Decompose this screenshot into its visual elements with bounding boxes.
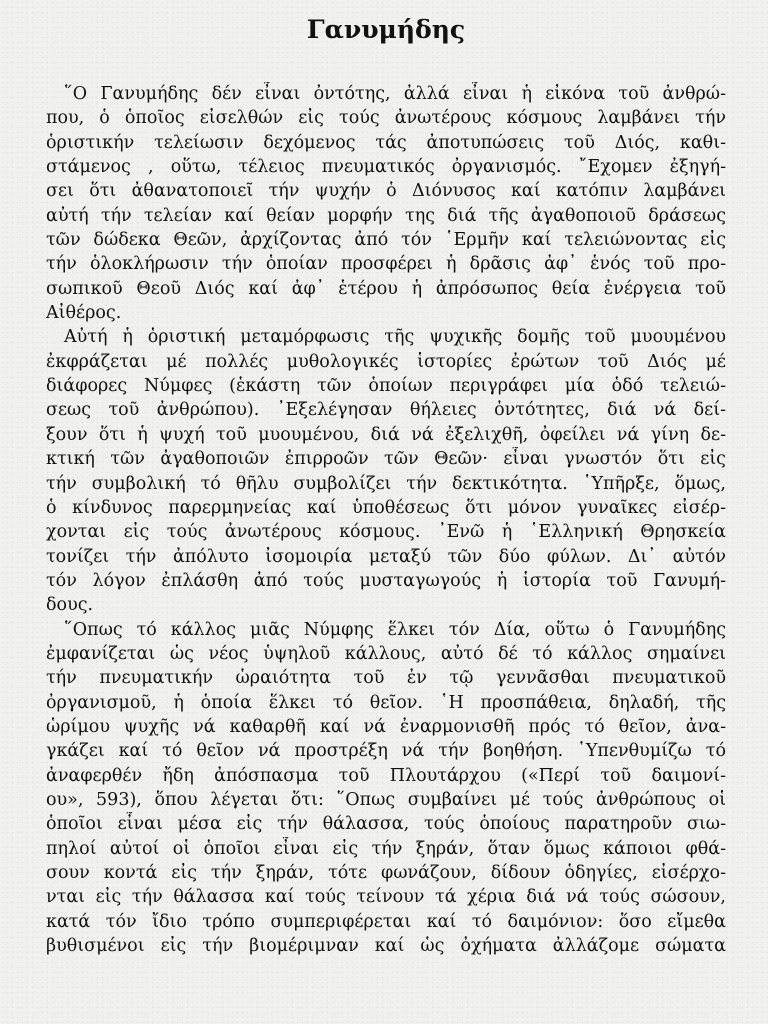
text-line: ὁ κίνδυνος παρερμηνείας καί ὑποθέσεως ὅτι μόνον γυναῖκες εἰσέρ- [46,497,726,518]
text-line: Αἰθέρος. [46,303,122,324]
text-line: ἐμφανίζεται ὡς νέος ὑψηλοῦ κάλλους, αὐτό δέ τό κάλλος σημαίνει [46,643,726,664]
text-line: σωπικοῦ Θεοῦ Διός καί ἀφ᾿ ἑτέρου ἡ ἀπρόσωπος θεία ἐνέργεια τοῦ [46,278,726,299]
text-line: κατά τόν ἴδιο τρόπο συμπεριφέρεται καί τό δαιμόνιον: ὅσο εἴμεθα [46,911,726,932]
body-text [46,82,726,958]
text-line: δους. [46,595,94,616]
text-line: ῞Ο Γανυμήδης δέν εἶναι ὀντότης, ἀλλά εἶναι ἡ εἰκόνα τοῦ ἀνθρώ- [64,84,726,104]
text-line: κτική τῶν ἀγαθοποιῶν ἐπιρροῶν τῶν Θεῶν· εἶναι γνωστόν ὅτι εἰς [46,449,726,470]
text-line: χονται εἰς τούς ἀνωτέρους κόσμους. ᾿Ενῶ ἡ ῾Ελληνική Θρησκεία [46,522,726,543]
text-line: ὁριστικήν τελείωσιν δεχόμενος τάς ἀποτυπώσεις τοῦ Διός, καθι- [46,132,726,153]
text-line: σει ὅτι ἀθανατοποιεῖ τήν ψυχήν ὁ Διόνυσος καί κατόπιν λαμβάνει [46,181,726,202]
text-line: ὁποῖοι εἶναι μέσα εἰς τήν θάλασσα, τούς ὁποίους παρατηροῦν σιω- [46,814,726,835]
text-line: σεως τοῦ ἀνθρώπου). ᾿Εξελέγησαν θήλειες ὀντότητες, διά νά δεί- [46,400,726,421]
text-line: αὐτή τήν τελείαν καί θείαν μορφήν της διά τῆς ἀγαθοποιοῦ δράσεως [46,205,726,226]
text-line: στάμενος , οὕτω, τέλειος πνευματικός ὀργανισμός. ῎Εχομεν ἐξηγή- [46,157,726,178]
text-line: ξουν ὅτι ἡ ψυχή τοῦ μυουμένου, διά νά ἐξελιχθῆ, ὀφείλει νά γίνη δε- [46,424,726,445]
text-line: ου», 593), ὅπου λέγεται ὅτι: ῞Οπως συμβαίνει μέ τούς ἀνθρώπους οἱ [46,789,726,810]
text-line: πηλοί αὐτοί οἱ ὁποῖοι εἶναι εἰς τήν ξηράν, ὅταν ὅμως κάποιοι φθά- [46,838,726,859]
text-line: νται εἰς τήν θάλασσα καί τούς τείνουν τά χέρια διά νά τούς σώσουν, [46,887,726,908]
text-line: που, ὁ ὁποῖος εἰσελθών εἰς τούς ἀνωτέρους κόσμους λαμβάνει τήν [46,108,726,129]
page-title: Γανυμήδης [306,15,466,44]
text-line: διάφορες Νύμφες (ἑκάστη τῶν ὁποίων περιγράφει μία ὁδό τελειώ- [46,376,726,397]
text-line: ἀναφερθέν ἤδη ἀπόσπασμα τοῦ Πλουτάρχου («Περί τοῦ δαιμονί- [46,765,726,786]
text-line: τήν συμβολική τό θῆλυ συμβολίζει τήν δεκτικότητα. ῾Υπῆρξε, ὅμως, [46,473,726,494]
text-line: Αὐτή ἡ ὁριστική μεταμόρφωσις τῆς ψυχικῆς δομῆς τοῦ μυουμένου [64,327,726,348]
text-line: ῞Οπως τό κάλλος μιᾶς Νύμφης ἕλκει τόν Δία, οὕτω ὁ Γανυμήδης [64,619,726,640]
text-line: τήν πνευματικήν ὡραιότητα τοῦ ἐν τῷ γεννᾶσθαι πνευματικοῦ [46,668,726,689]
text-line: γκάζει καί τό θεῖον νά προστρέξη νά τήν βοηθήση. ῾Υπενθυμίζω τό [46,741,726,762]
text-line: ὀργανισμοῦ, ἡ ὁποία ἕλκει τό θεῖον. ῾Η προσπάθεια, δηλαδή, τῆς [46,692,726,713]
text-line: βυθισμένοι εἰς τήν βιομέριμναν καί ὡς ὀχήματα ἀλλάζομε σώματα [46,936,726,957]
text-line: τῶν δώδεκα Θεῶν, ἀρχίζοντας ἀπό τόν ῾Ερμῆν καί τελειώνοντας εἰς [46,230,726,251]
text-line: τήν ὁλοκλήρωσιν τήν ὁποίαν προσφέρει ἡ δρᾶσις ἀφ᾿ ἑνός τοῦ προ- [46,254,726,275]
text-line: ὡρίμου ψυχῆς νά καθαρθῆ καί νά ἐναρμονισθῆ πρός τό θεῖον, ἀνα- [46,716,726,737]
text-line: ἐκφράζεται μέ πολλές μυθολογικές ἱστορίες ἐρώτων τοῦ Διός μέ [46,351,726,372]
text-line: τονίζει τήν ἀπόλυτο ἰσομοιρία μεταξύ τῶν δύο φύλων. Δι᾿ αὐτόν [46,546,726,567]
text-line: σουν κοντά εἰς τήν ξηράν, τότε φωνάζουν, δίδουν ὁδηγίες, εἰσέρχο- [46,863,726,883]
text-line: τόν λόγον ἐπλάσθη ἀπό τούς μυσταγωγούς ἡ ἱστορία τοῦ Γανυμή- [46,570,726,591]
